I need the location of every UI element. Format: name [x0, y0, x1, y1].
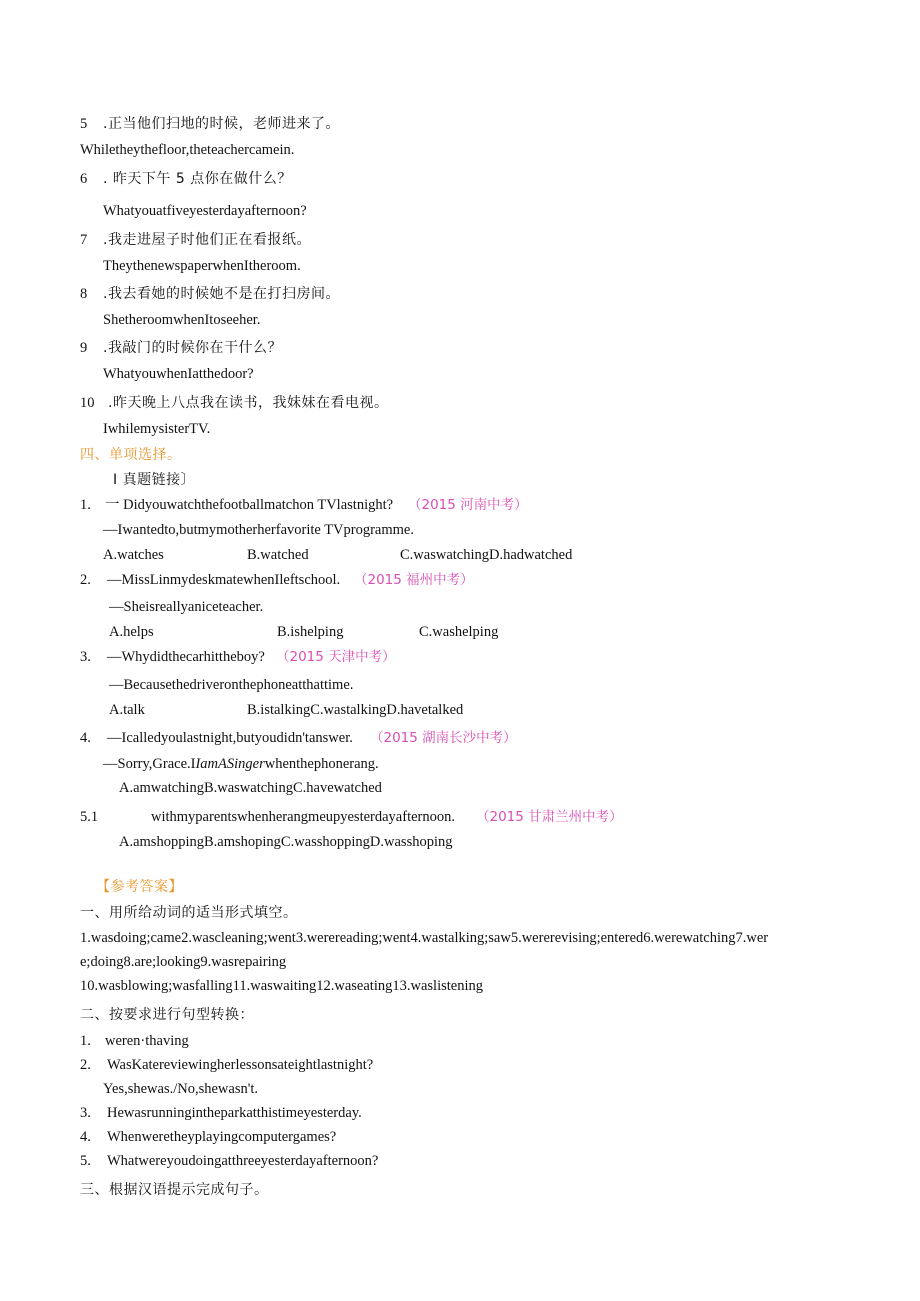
- question-source: （2015 福州中考）: [354, 572, 474, 588]
- item-english: Whatyouatfiveyesterdayafternoon?: [103, 203, 307, 219]
- answers-section-3-title: 三、根据汉语提示完成句子。: [80, 1182, 269, 1198]
- option: C.washelping: [419, 624, 499, 640]
- section-4-title: 四、单项选择。: [80, 447, 182, 463]
- question-source: （2015 河南中考）: [408, 497, 528, 513]
- answer-number: 5.: [80, 1153, 91, 1169]
- question-number: 3.: [80, 649, 91, 665]
- question-source: （2015 湖南长沙中考）: [370, 730, 517, 746]
- item-chinese: . 昨天下午 5 点你在做什么？: [103, 171, 292, 187]
- answers-section-1-line: e;doing8.are;looking9.wasrepairing: [80, 954, 287, 970]
- answer-number: 1.: [80, 1033, 91, 1049]
- question-number: 1.: [80, 497, 91, 513]
- item-chinese: .昨天晚上八点我在读书，我妹妹在看电视。: [108, 395, 389, 411]
- item-number: 10: [80, 395, 95, 411]
- question-stem: 一 Didyouwatchthefootballmatchon TVlastnight?: [105, 497, 394, 513]
- question-stem: —MissLinmydeskmatewhenIleftschool.: [107, 572, 341, 588]
- question-source: （2015 天津中考）: [276, 649, 396, 665]
- item-chinese: .我走进屋子时他们正在看报纸。: [103, 232, 311, 248]
- item-english: IwhilemysisterTV.: [103, 421, 211, 437]
- answer-text: Yes,shewas./No,shewasn't.: [103, 1081, 258, 1097]
- line2-suffix: whenthephonerang.: [264, 756, 379, 772]
- item-english: TheythenewspaperwhenItheroom.: [103, 258, 301, 274]
- item-english: WhatyouwhenIatthedoor?: [103, 366, 254, 382]
- question-stem: —Icalledyoulastnight,butyoudidn'tanswer.: [107, 730, 353, 746]
- question-line2: [103, 755, 379, 773]
- question-number: 2.: [80, 572, 91, 588]
- answer-text: Whatwereyoudoingatthreeyesterdayafternoon?: [107, 1153, 379, 1169]
- question-line2: —Becausethedriveronthephoneatthattime.: [109, 677, 354, 693]
- real-link-heading: I 真题链接〕: [113, 472, 196, 488]
- option: B.ishelping: [277, 624, 344, 640]
- option: A.watches: [103, 547, 164, 563]
- item-english: ShetheroomwhenItoseeher.: [103, 312, 261, 328]
- option: A.helps: [109, 624, 154, 640]
- answers-section-1-title: 一、用所给动词的适当形式填空。: [80, 905, 298, 921]
- answer-number: 2.: [80, 1057, 91, 1073]
- question-line2: —Sheisreallyanicete​acher.: [109, 599, 264, 615]
- question-stem: —Whydidthecarhittheboy?: [107, 649, 265, 665]
- item-number: 8: [80, 286, 88, 302]
- question-number: 4.: [80, 730, 91, 746]
- question-line2: —Iwantedto,butmymotherherfavorite TVprogramme.: [103, 522, 414, 538]
- answer-text: Hewasrunningintheparkatthistimeyesterday.: [107, 1105, 362, 1121]
- answer-text: WasKatereviewingherlessonsateightlastnight?: [107, 1057, 374, 1073]
- item-number: 5: [80, 116, 88, 132]
- option: B.watched: [247, 547, 309, 563]
- question-number: 5.1: [80, 809, 99, 825]
- item-chinese: .我去看她的时候她不是在打扫房间。: [103, 286, 340, 302]
- option: B.istalkingC.wastalkingD.havetalked: [247, 702, 464, 718]
- answers-section-1-line: 10.wasblowing;wasfalling11.waswaiting12.waseating13.waslistening: [80, 978, 483, 994]
- option: A.amshoppingB.amshopingC.wasshoppingD.wasshoping: [119, 834, 453, 850]
- answer-number: 3.: [80, 1105, 91, 1121]
- item-english: Whiletheythefloor,theteachercamein.: [80, 142, 295, 158]
- item-chinese: .正当他们扫地的时候，老师进来了。: [103, 116, 340, 132]
- show-title: IamASinger: [195, 756, 265, 772]
- answer-text: weren·thaving: [105, 1033, 189, 1049]
- answers-title: 【参考答案】: [96, 879, 183, 895]
- answer-text: Whenweretheyplayingcomputergames?: [107, 1129, 337, 1145]
- answers-section-2-title: 二、按要求进行句型转换：: [80, 1007, 254, 1023]
- option: A.amwatchingB.waswatchingC.havewatched: [119, 780, 382, 796]
- line2-prefix: —Sorry,Grace.I: [103, 756, 196, 772]
- item-number: 9: [80, 340, 88, 356]
- answers-section-1-line: 1.wasdoing;came2.wascleaning;went3.werereading;went4.wastalking;saw5.wererevising;entered6.werewatching7.wer: [80, 930, 769, 946]
- answer-number: 4.: [80, 1129, 91, 1145]
- item-chinese: .我敲门的时候你在干什么？: [103, 340, 282, 356]
- question-source: （2015 甘肃兰州中考）: [476, 809, 623, 825]
- question-stem: withmyparentswhenherangmeupyesterdayafternoon.: [151, 809, 455, 825]
- option: A.talk: [109, 702, 145, 718]
- item-number: 6: [80, 171, 88, 187]
- option: C.waswatchingD.hadwatched: [400, 547, 573, 563]
- item-number: 7: [80, 232, 88, 248]
